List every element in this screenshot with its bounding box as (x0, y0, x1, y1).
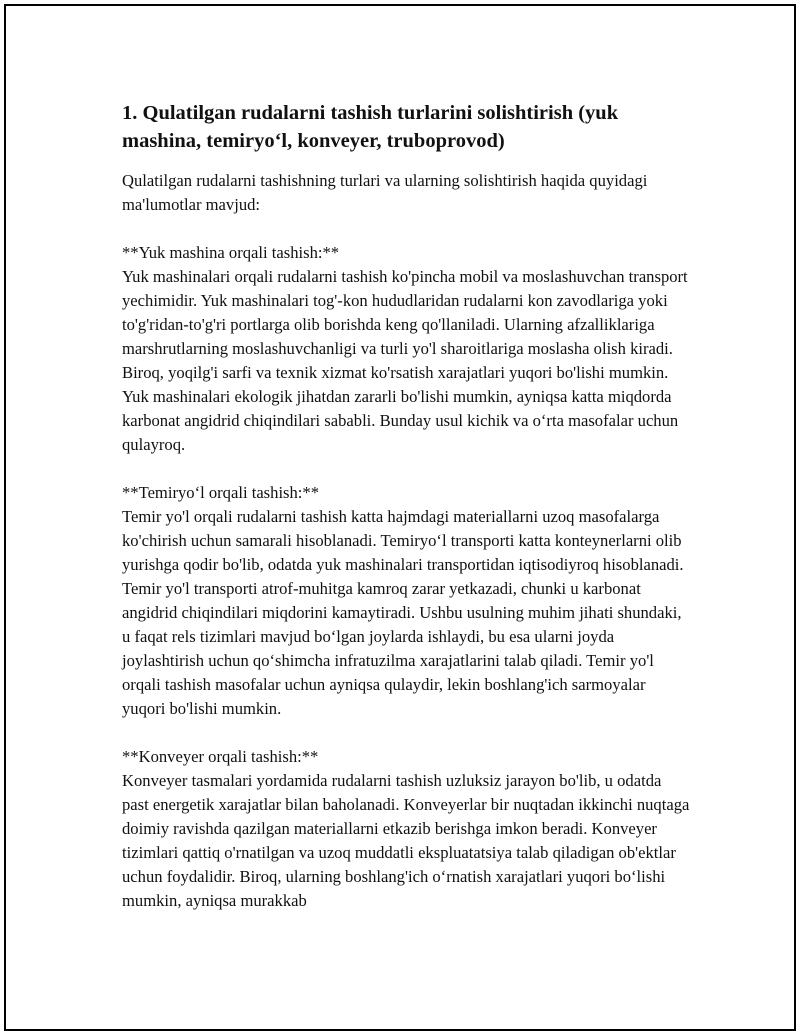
document-content (122, 99, 692, 913)
section-heading: **Temiryo‘l orqali tashish:** (122, 483, 320, 502)
page-frame (4, 4, 796, 1031)
intro-paragraph: Qulatilgan rudalarni tashishning turlari va ularning solishtirish haqida quyidagi ma'lumotlar mavjud: (122, 171, 648, 214)
section-conveyor (122, 745, 692, 913)
section-heading: **Konveyer orqali tashish:** (122, 747, 319, 766)
section-heading: **Yuk mashina orqali tashish:** (122, 243, 340, 262)
section-railway (122, 481, 692, 721)
section-body: Yuk mashinalari orqali rudalarni tashish ko'pincha mobil va moslashuvchan transport yechimidir. Yuk mashinalari tog'-kon hududlaridan rudalarni kon zavodlariga yoki to'g'ridan-to'g'ri portlarga olib borishda keng qo'llaniladi. Ularning afzalliklariga marshrutlarning moslashuvchanligi va turli yo'l sharoitlariga moslasha olish kiradi. Biroq, yoqilg'i sarfi va texnik xizmat ko'rsatish xarajatlari yuqori bo'lishi mumkin. Yuk mashinalari ekologik jihatdan zararli bo'lishi mumkin, ayniqsa katta miqdorda karbonat angidrid chiqindilari sababli. Bunday usul kichik va o‘rta masofalar uchun qulayroq. (122, 267, 688, 454)
section-truck (122, 241, 692, 457)
section-body: Temir yo'l orqali rudalarni tashish katta hajmdagi materiallarni uzoq masofalarga ko'chirish uchun samarali hisoblanadi. Temiryo‘l transporti katta konteynerlarni olib yurishga qodir bo'lib, odatda yuk mashinalari transportidan iqtisodiyroq hisoblanadi. Temir yo'l transporti atrof-muhitga kamroq zarar yetkazadi, chunki u karbonat angidrid chiqindilari miqdorini kamaytiradi. Ushbu usulning muhim jihati shundaki, u faqat rels tizimlari mavjud bo‘lgan joylarda ishlaydi, bu esa ularni joyda joylashtirish uchun qo‘shimcha infratuzilma xarajatlarini talab qiladi. Temir yo'l orqali tashish masofalar uchun ayniqsa qulaydir, lekin boshlang'ich sarmoyalar yuqori bo'lishi mumkin. (122, 507, 684, 718)
section-body: Konveyer tasmalari yordamida rudalarni tashish uzluksiz jarayon bo'lib, u odatda past energetik xarajatlar bilan baholanadi. Konveyerlar bir nuqtadan ikkinchi nuqtaga doimiy ravishda qazilgan materiallarni etkazib berishga imkon beradi. Konveyer tizimlari qattiq o'rnatilgan va uzoq muddatli ekspluatatsiya talab qiladigan ob'ektlar uchun foydalidir. Biroq, ularning boshlang'ich o‘rnatish xarajatlari yuqori bo‘lishi mumkin, ayniqsa murakkab (122, 771, 690, 910)
document-title: 1. Qulatilgan rudalarni tashish turlarini solishtirish (yuk mashina, temiryo‘l, konveyer, truboprovod) (122, 102, 619, 152)
